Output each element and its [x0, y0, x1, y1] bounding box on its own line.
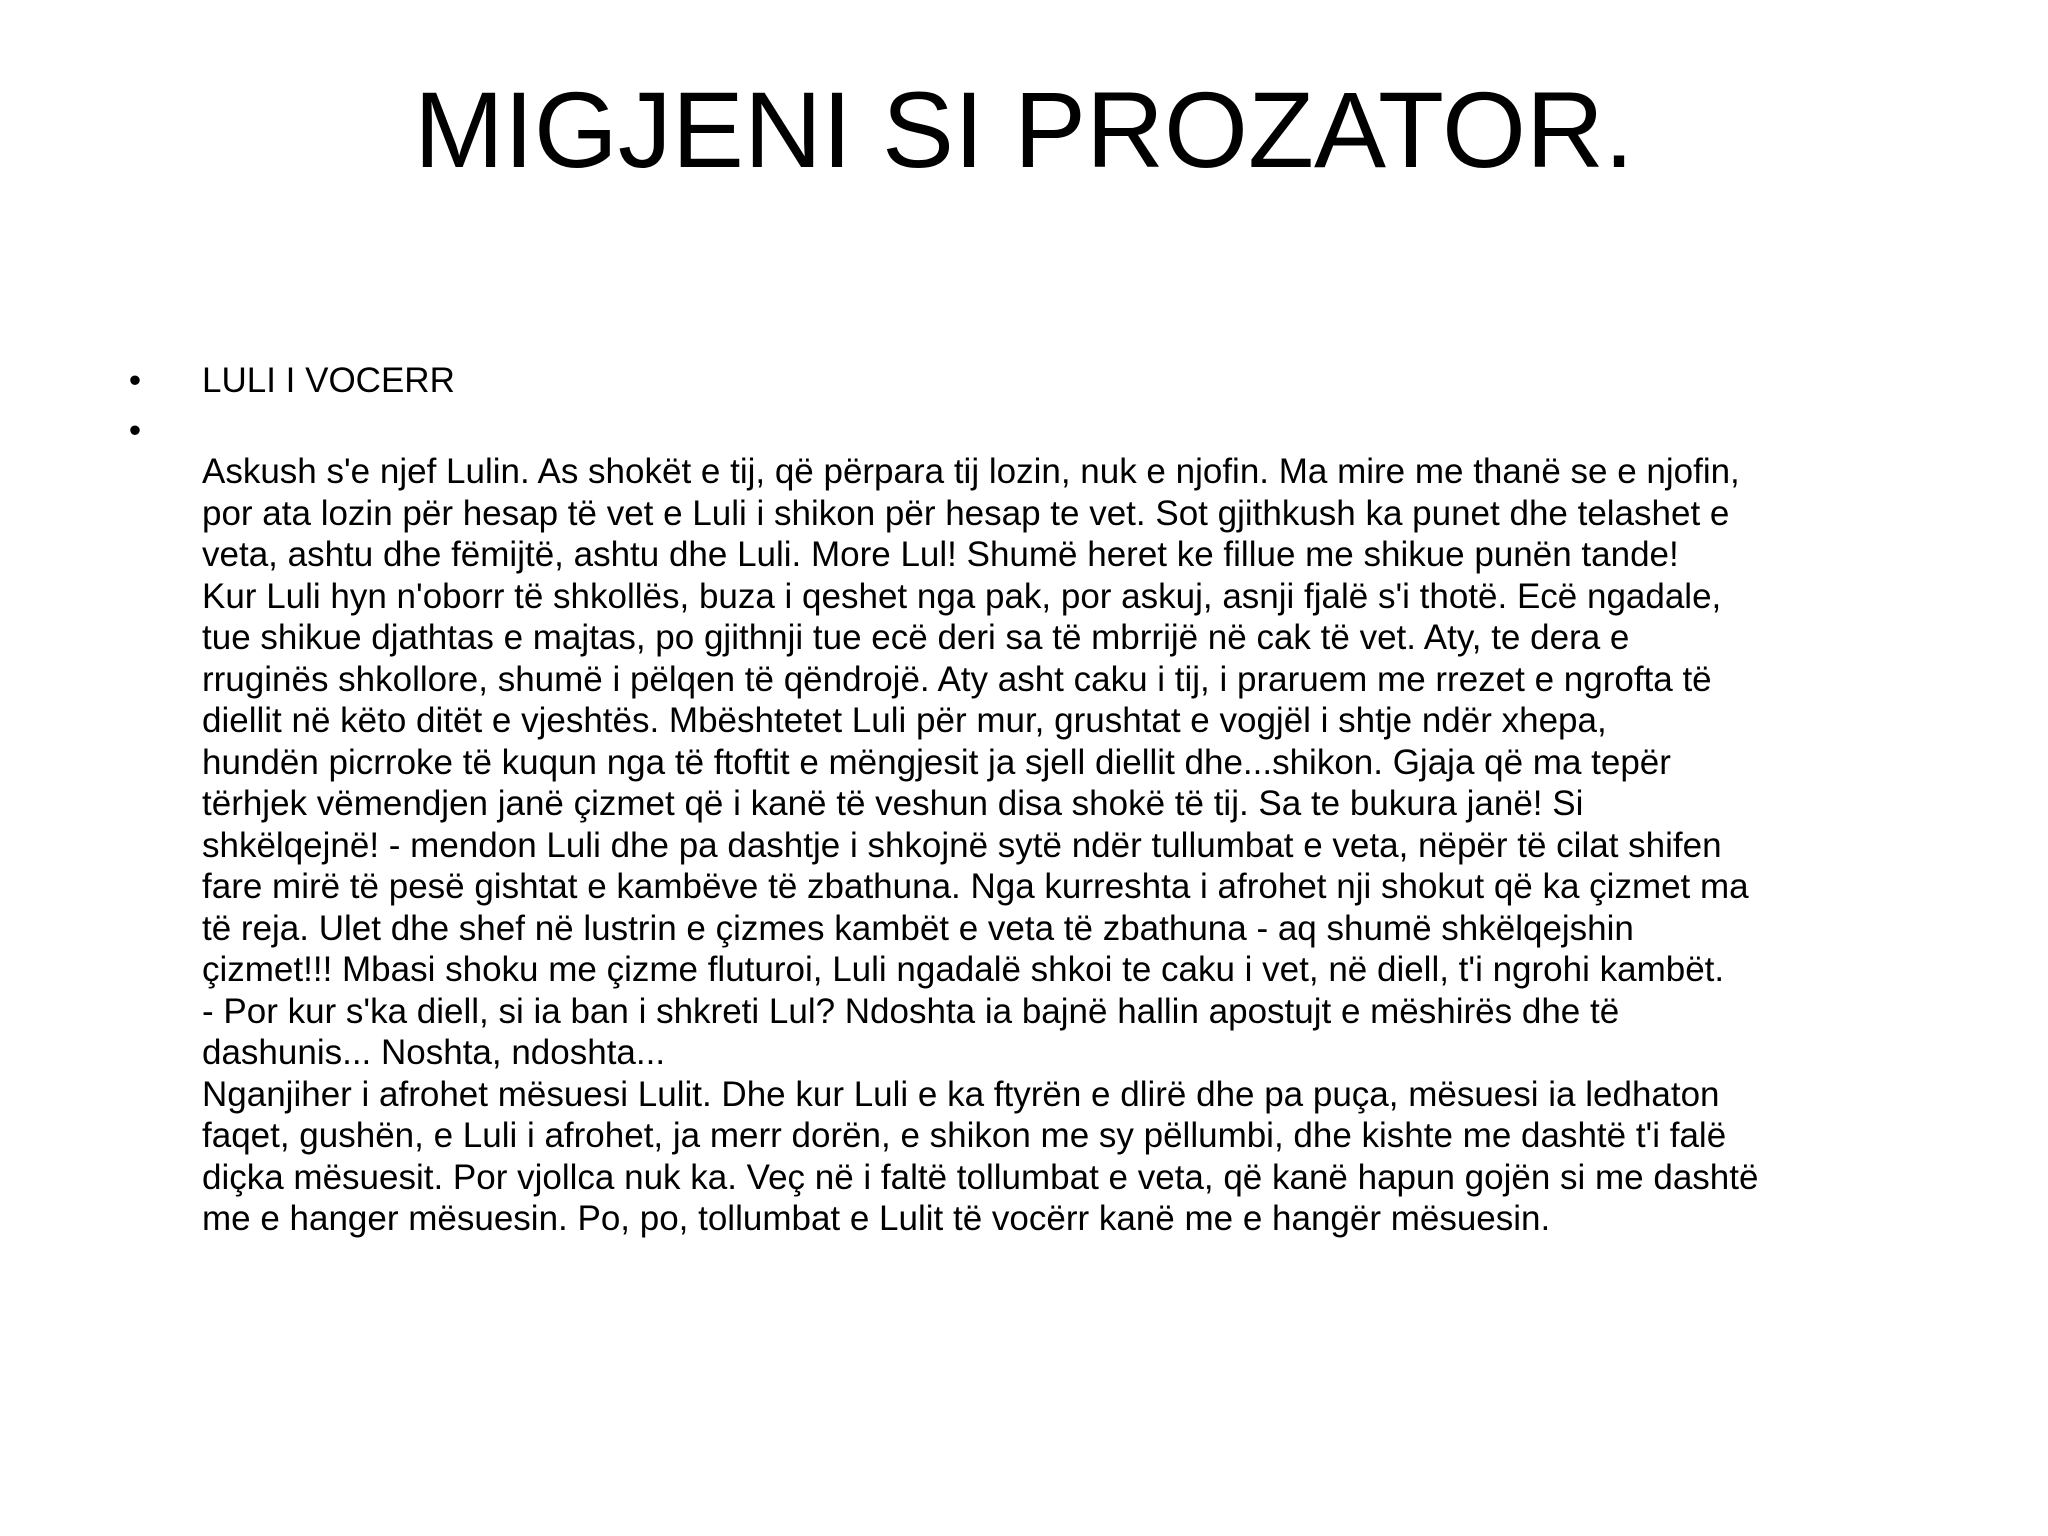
- bullet-marker: •: [128, 361, 142, 400]
- text-line: veta, ashtu dhe fëmijtë, ashtu dhe Luli. More Lul! Shumë heret ke fillue me shikue punën tande!: [202, 535, 1679, 574]
- text-line: Kur Luli hyn n'oborr të shkollës, buza i qeshet nga pak, por askuj, asnji fjalë s'i thotë. Ecë ngadale,: [202, 576, 1722, 616]
- text-line: me e hanger mësuesin. Po, po, tollumbat e Lulit të vocërr kanë me e hangër mësuesin.: [202, 1199, 1551, 1238]
- text-line: dashunis... Noshta, ndoshta...: [202, 1033, 666, 1072]
- slide-title: MIGJENI SI PROZATOR.: [413, 69, 1635, 190]
- text-line: - Por kur s'ka diell, si ia ban i shkreti Lul? Ndoshta ia bajnë hallin apostujt e mëshirës dhe të: [202, 991, 1620, 1031]
- bullet-marker: •: [128, 410, 142, 450]
- text-line: hundën picrroke të kuqun nga të ftoftit e mëngjesit ja sjell diellit dhe...shikon. Gjaja që ma tepër: [202, 742, 1671, 782]
- text-line: Nganjiher i afrohet mësuesi Lulit. Dhe kur Luli e ka ftyrën e dlirë dhe pa puça, mësuesi ia ledhaton: [202, 1074, 1720, 1114]
- story-paragraph-2: [202, 1074, 1980, 1240]
- text-line: rruginës shkollore, shumë i pëlqen të qëndrojë. Aty asht caku i tij, i praruem me rrezet e ngrofta të: [202, 659, 1712, 699]
- text-line: tue shikue djathtas e majtas, po gjithnji tue ecë deri sa të mbrrijë në cak të vet. Aty, te dera e: [202, 618, 1630, 657]
- story-heading: LULI I VOCERR: [202, 361, 455, 400]
- text-line: të reja. Ulet dhe shef në lustrin e çizmes kambët e veta të zbathuna - aq shumë shkëlqejshin: [202, 908, 1634, 948]
- text-line: por ata lozin për hesap të vet e Luli i shikon për hesap te vet. Sot gjithkush ka punet dhe telashet e: [202, 493, 1730, 533]
- text-line: çizmet!!! Mbasi shoku me çizme fluturoi, Luli ngadalë shkoi te caku i vet, në diell, t'i ngrohi kambët.: [202, 950, 1725, 989]
- text-line: tërhjek vëmendjen janë çizmet që i kanë të veshun disa shokë të tij. Sa te bukura janë! Si: [202, 784, 1584, 823]
- text-line: shkëlqejnë! - mendon Luli dhe pa dashtje i shkojnë sytë ndër tullumbat e veta, nëpër të cilat shifen: [202, 825, 1722, 865]
- slide-content: [120, 360, 1980, 1240]
- bullet-item-story: [120, 410, 1980, 1240]
- text-line: fare mirë të pesë gishtat e kambëve të zbathuna. Nga kurreshta i afrohet nji shokut që ka çizmet ma: [202, 867, 1749, 906]
- text-line: diçka mësuesit. Por vjollca nuk ka. Veç në i faltë tollumbat e veta, që kanë hapun gojën si me dashtë: [202, 1157, 1759, 1197]
- story-paragraph-1: [202, 451, 1980, 1074]
- text-line: faqet, gushën, e Luli i afrohet, ja merr dorën, e shikon me sy pëllumbi, dhe kishte me dashtë t'i falë: [202, 1116, 1727, 1155]
- blank-line: [202, 410, 1980, 452]
- bullet-item-heading: [120, 360, 1980, 402]
- text-line: diellit në këto ditët e vjeshtës. Mbështetet Luli për mur, grushtat e vogjël i shtje ndër xhepa,: [202, 701, 1607, 740]
- text-line: Askush s'e njef Lulin. As shokët e tij, që përpara tij lozin, nuk e njofin. Ma mire me thanë se e njofin,: [202, 452, 1740, 491]
